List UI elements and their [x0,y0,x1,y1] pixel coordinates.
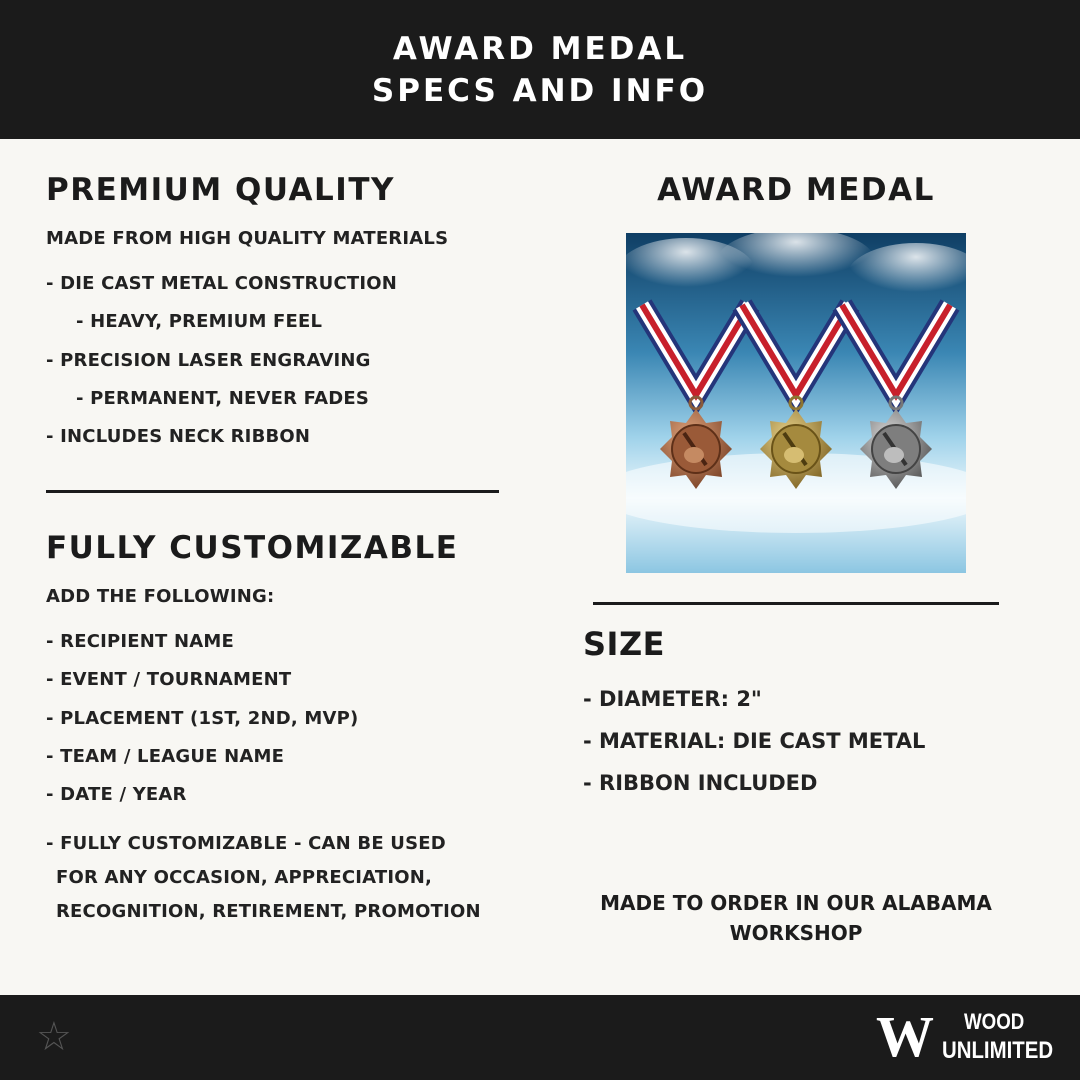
wood-unlimited-logo [876,1004,1056,1069]
star-outline-icon: ☆ [36,1014,72,1060]
logo-text-wood: WOOD [964,1009,1025,1034]
header-banner [0,0,1080,139]
medal-product-photo [626,233,966,573]
made-to-order-line1: MADE TO ORDER IN OUR ALABAMA [600,891,992,915]
logo-text-unlimited: UNLIMITED [942,1037,1054,1064]
custom-item: - DATE / YEAR [46,784,187,805]
customizable-subtitle: ADD THE FOLLOWING: [46,586,275,607]
quality-item: - INCLUDES NECK RIBBON [46,426,311,447]
quality-subitem: - HEAVY, PREMIUM FEEL [76,311,323,332]
custom-item: - RECIPIENT NAME [46,631,234,652]
custom-item: - EVENT / TOURNAMENT [46,669,292,690]
size-item-material: - MATERIAL: DIE CAST METAL [583,729,926,753]
size-item-ribbon: - RIBBON INCLUDED [583,771,818,795]
quality-subitem: - PERMANENT, NEVER FADES [76,388,370,409]
quality-item: - PRECISION LASER ENGRAVING [46,350,371,371]
made-to-order-line2: WORKSHOP [729,921,863,945]
size-item-diameter: - DIAMETER: 2" [583,687,762,711]
header-title-line2: SPECS AND INFO [371,72,709,109]
fully-customizable-heading: FULLY CUSTOMIZABLE [46,530,459,566]
premium-quality-heading: PREMIUM QUALITY [46,172,395,208]
custom-item: - TEAM / LEAGUE NAME [46,746,285,767]
size-heading: SIZE [583,625,666,663]
logo-mark: W [876,1004,934,1069]
made-to-order-note [586,888,1006,948]
left-divider [46,490,499,493]
custom-note-line1: - FULLY CUSTOMIZABLE - CAN BE USED [46,833,446,854]
quality-item: - DIE CAST METAL CONSTRUCTION [46,273,397,294]
custom-note-line3: RECOGNITION, RETIREMENT, PROMOTION [56,901,481,922]
header-title-line1: AWARD MEDAL [392,30,688,67]
footer-bar [0,995,1080,1080]
right-divider [593,602,999,605]
premium-quality-subtitle: MADE FROM HIGH QUALITY MATERIALS [46,228,449,249]
custom-note-line2: FOR ANY OCCASION, APPRECIATION, [56,867,433,888]
custom-item: - PLACEMENT (1ST, 2ND, MVP) [46,708,359,729]
award-medal-heading: AWARD MEDAL [657,172,935,208]
